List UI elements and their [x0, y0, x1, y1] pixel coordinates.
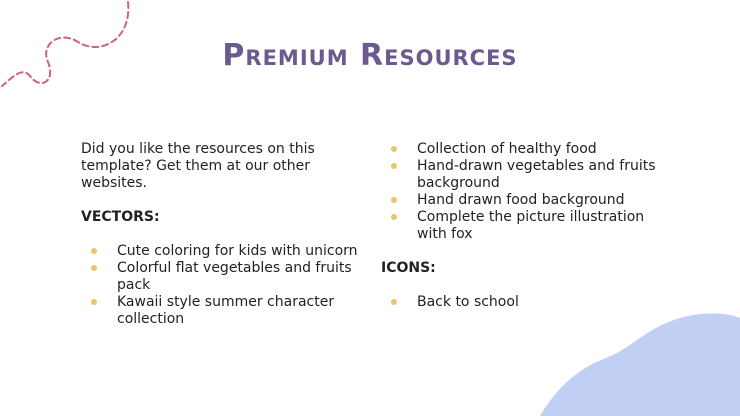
- list-item-label: Complete the picture illustration with fox: [417, 209, 645, 242]
- intro-text: Did you like the resources on this template? Get them at our other websites.: [81, 141, 315, 191]
- icons-heading: ICONS:: [381, 260, 436, 276]
- list-item: [81, 260, 361, 294]
- right-column: [381, 141, 671, 311]
- bullet-icon: [391, 163, 397, 169]
- bullet-icon: [391, 299, 397, 305]
- list-item: [381, 158, 671, 192]
- bullet-icon: [91, 248, 97, 254]
- vectors-list-left: [81, 243, 361, 328]
- list-item: [381, 141, 671, 158]
- list-item: [381, 192, 671, 209]
- list-item: [81, 243, 361, 260]
- left-column: [81, 141, 361, 328]
- bullet-icon: [391, 146, 397, 152]
- list-item: [81, 294, 361, 328]
- vectors-list-right: [381, 141, 671, 243]
- bullet-icon: [391, 197, 397, 203]
- bullet-icon: [91, 265, 97, 271]
- bullet-icon: [91, 299, 97, 305]
- list-item-label: Collection of healthy food: [417, 141, 597, 157]
- page-title: Premium Resources: [222, 38, 518, 73]
- list-item-label: Kawaii style summer character collection: [117, 294, 335, 327]
- list-item: [381, 209, 671, 243]
- icons-list: [381, 294, 671, 311]
- vectors-heading: VECTORS:: [81, 209, 160, 225]
- list-item-label: Colorful flat vegetables and fruits pack: [117, 260, 352, 293]
- blob-decoration: [540, 300, 740, 416]
- list-item-label: Hand-drawn vegetables and fruits background: [417, 158, 656, 191]
- bullet-icon: [391, 214, 397, 220]
- list-item-label: Hand drawn food background: [417, 192, 625, 208]
- list-item: [381, 294, 671, 311]
- list-item-label: Cute coloring for kids with unicorn: [117, 243, 358, 259]
- list-item-label: Back to school: [417, 294, 519, 310]
